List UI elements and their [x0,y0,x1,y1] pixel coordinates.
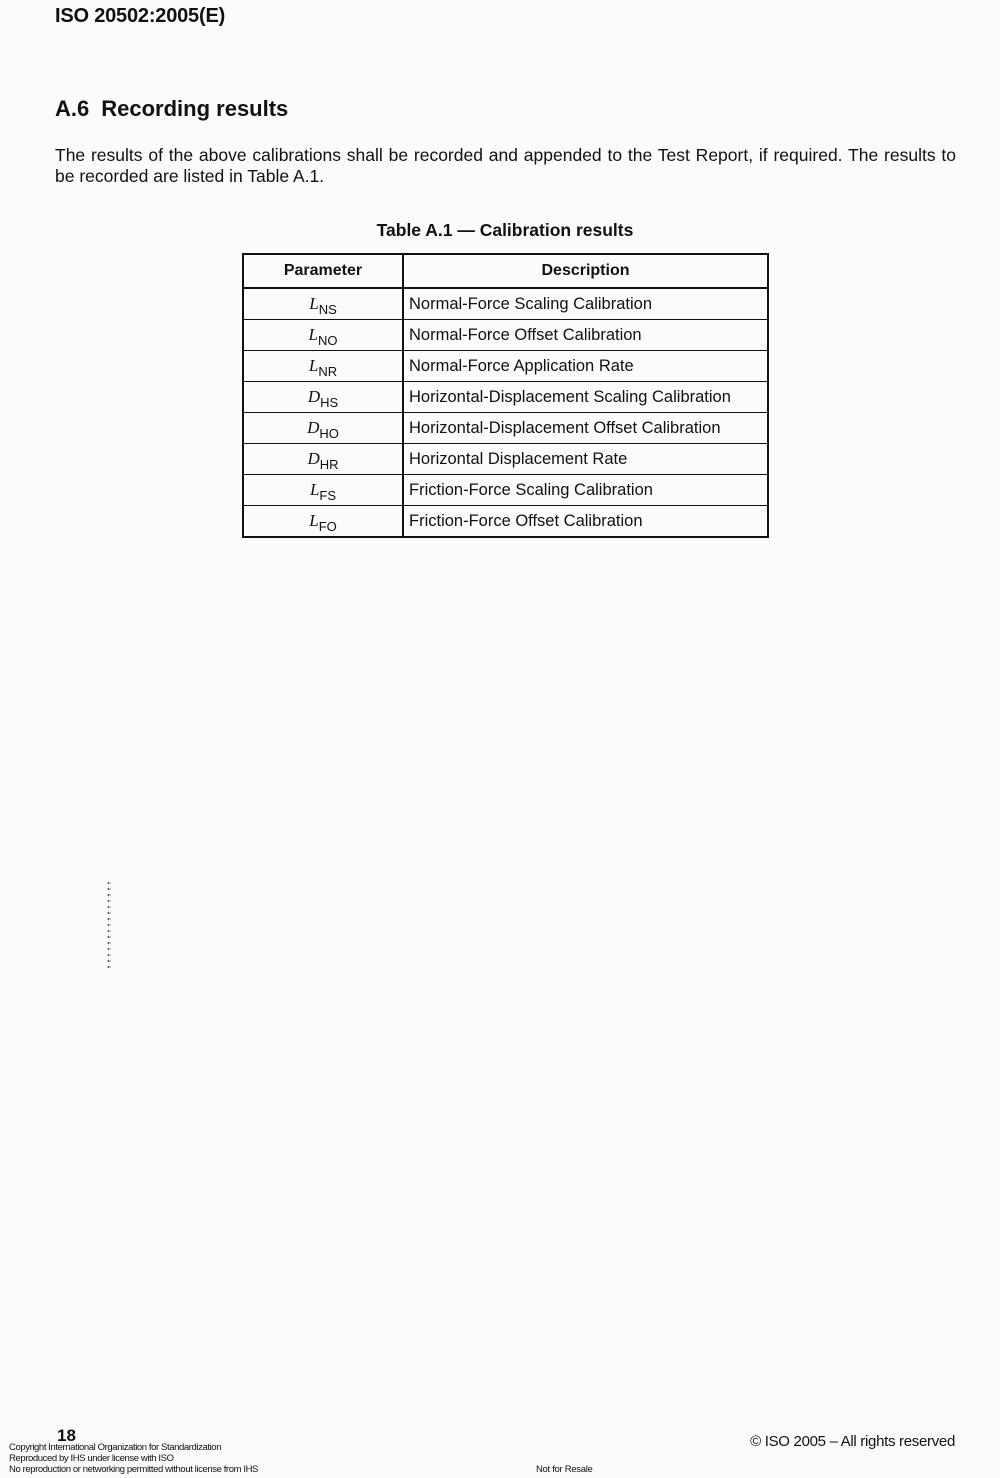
description-cell: Horizontal Displacement Rate [403,444,768,475]
table-row [243,288,768,320]
section-paragraph: The results of the above calibrations shall be recorded and appended to the Test Report, if required. The results to be recorded are listed in Table A.1. [55,145,956,186]
description-cell: Horizontal-Displacement Offset Calibration [403,413,768,444]
parameter-subscript: NO [317,333,338,348]
column-header-parameter: Parameter [243,254,403,288]
parameter-cell [243,351,403,382]
page-number: 18 [57,1426,76,1445]
margin-dot-marks [107,880,111,970]
parameter-cell [243,475,403,506]
section-number: A.6 [55,96,90,121]
parameter-subscript: FS [319,488,337,503]
parameter-subscript: NR [318,364,338,379]
description-cell: Friction-Force Offset Calibration [403,506,768,538]
copyright-line: No reproduction or networking permitted without license from IHS [9,1464,258,1475]
parameter-cell [243,320,403,351]
parameter-symbol: L [308,356,319,375]
copyright-line: Copyright International Organization for Standardization [9,1442,222,1453]
table-row [243,475,768,506]
section-title: Recording results [101,96,289,121]
parameter-subscript: FO [318,519,337,534]
parameter-symbol: L [309,511,319,530]
description-cell: Horizontal-Displacement Scaling Calibration [403,382,768,413]
parameter-symbol: L [309,294,319,313]
table-row [243,382,768,413]
table-row [243,351,768,382]
table-header-row [243,254,768,288]
table-caption: Table A.1 — Calibration results [376,220,634,240]
table-row [243,320,768,351]
parameter-symbol: D [307,449,320,468]
description-cell: Normal-Force Application Rate [403,351,768,382]
description-cell: Normal-Force Scaling Calibration [403,288,768,320]
parameter-subscript: HR [319,457,339,472]
parameter-subscript: HS [320,395,339,410]
table-row [243,444,768,475]
document-header-id: ISO 20502:2005(E) [55,5,226,27]
copyright-line: Reproduced by IHS under license with ISO [9,1453,174,1464]
calibration-results-table [242,253,769,538]
table-row [243,506,768,538]
section-heading [55,96,288,122]
description-cell: Friction-Force Scaling Calibration [403,475,768,506]
parameter-symbol: D [307,418,320,437]
parameter-subscript: NS [318,302,337,317]
parameter-symbol: D [307,387,321,406]
parameter-symbol: L [309,480,320,499]
rights-notice: © ISO 2005 – All rights reserved [750,1433,955,1450]
parameter-cell [243,382,403,413]
parameter-cell [243,288,403,320]
parameter-cell [243,444,403,475]
column-header-description: Description [403,254,768,288]
parameter-cell [243,506,403,538]
not-for-resale-notice: Not for Resale [536,1464,593,1475]
parameter-subscript: HO [319,426,339,441]
description-cell: Normal-Force Offset Calibration [403,320,768,351]
table-row [243,413,768,444]
parameter-symbol: L [308,325,318,344]
parameter-cell [243,413,403,444]
